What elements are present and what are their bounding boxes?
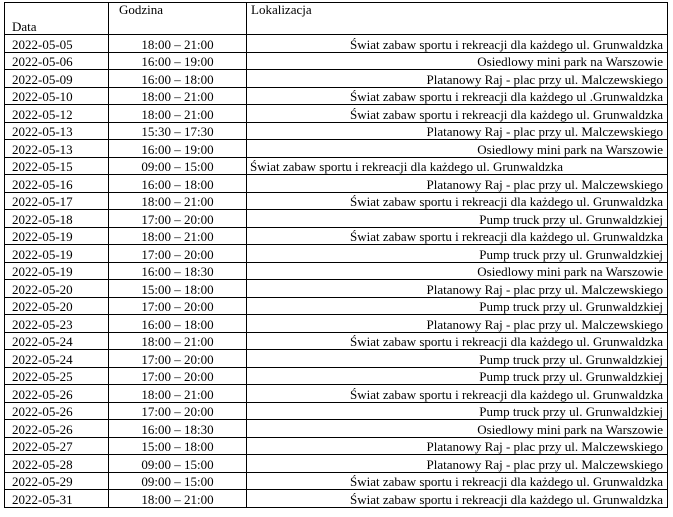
table-row (5, 175, 668, 193)
table-row (5, 332, 668, 350)
cell-time: 16:00 – 18:30 (109, 420, 247, 438)
table-row (5, 52, 668, 70)
cell-location: Świat zabaw sportu i rekreacji dla każdego ul. Grunwaldzka (247, 490, 668, 508)
cell-time: 18:00 – 21:00 (109, 385, 247, 403)
cell-location: Pump truck przy ul. Grunwaldzkiej (247, 402, 668, 420)
cell-date: 2022-05-09 (5, 70, 109, 88)
cell-location: Platanowy Raj - plac przy ul. Malczewskiego (247, 437, 668, 455)
cell-location: Platanowy Raj - plac przy ul. Malczewskiego (247, 455, 668, 473)
table-row (5, 297, 668, 315)
cell-location: Osiedlowy mini park na Warszowie (247, 52, 668, 70)
cell-date: 2022-05-19 (5, 227, 109, 245)
table-header (5, 3, 668, 35)
table-row (5, 245, 668, 263)
table-row (5, 437, 668, 455)
cell-location: Platanowy Raj - plac przy ul. Malczewskiego (247, 70, 668, 88)
cell-location: Świat zabaw sportu i rekreacji dla każdego ul .Grunwaldzka (247, 87, 668, 105)
cell-location: Pump truck przy ul. Grunwaldzkiej (247, 350, 668, 368)
cell-location: Świat zabaw sportu i rekreacji dla każdego ul. Grunwaldzka (247, 35, 668, 53)
table-row (5, 157, 668, 175)
cell-date: 2022-05-19 (5, 262, 109, 280)
cell-location: Pump truck przy ul. Grunwaldzkiej (247, 245, 668, 263)
cell-date: 2022-05-06 (5, 52, 109, 70)
cell-time: 18:00 – 21:00 (109, 227, 247, 245)
cell-location: Pump truck przy ul. Grunwaldzkiej (247, 210, 668, 228)
header-location: Lokalizacja (247, 3, 668, 35)
cell-date: 2022-05-25 (5, 367, 109, 385)
cell-location: Pump truck przy ul. Grunwaldzkiej (247, 297, 668, 315)
cell-location: Platanowy Raj - plac przy ul. Malczewskiego (247, 315, 668, 333)
table-row (5, 402, 668, 420)
table-row (5, 87, 668, 105)
cell-time: 16:00 – 18:00 (109, 315, 247, 333)
table-row (5, 262, 668, 280)
cell-time: 16:00 – 18:00 (109, 175, 247, 193)
cell-date: 2022-05-29 (5, 472, 109, 490)
cell-date: 2022-05-31 (5, 490, 109, 508)
table-row (5, 35, 668, 53)
cell-date: 2022-05-23 (5, 315, 109, 333)
table-row (5, 70, 668, 88)
cell-location: Pump truck przy ul. Grunwaldzkiej (247, 367, 668, 385)
cell-time: 18:00 – 21:00 (109, 35, 247, 53)
cell-date: 2022-05-12 (5, 105, 109, 123)
cell-time: 18:00 – 21:00 (109, 105, 247, 123)
cell-time: 16:00 – 19:00 (109, 140, 247, 158)
cell-time: 18:00 – 21:00 (109, 87, 247, 105)
table-row (5, 455, 668, 473)
header-time: Godzina (109, 3, 247, 35)
cell-location: Osiedlowy mini park na Warszowie (247, 262, 668, 280)
table-row (5, 280, 668, 298)
cell-location: Świat zabaw sportu i rekreacji dla każdego ul. Grunwaldzka (247, 105, 668, 123)
cell-time: 09:00 – 15:00 (109, 472, 247, 490)
cell-time: 09:00 – 15:00 (109, 157, 247, 175)
cell-date: 2022-05-26 (5, 420, 109, 438)
header-date-label: Data (12, 19, 37, 34)
cell-time: 09:00 – 15:00 (109, 455, 247, 473)
table-row (5, 472, 668, 490)
table-row (5, 350, 668, 368)
cell-date: 2022-05-18 (5, 210, 109, 228)
cell-time: 18:00 – 21:00 (109, 192, 247, 210)
cell-time: 15:30 – 17:30 (109, 122, 247, 140)
cell-date: 2022-05-13 (5, 122, 109, 140)
cell-location: Świat zabaw sportu i rekreacji dla każdego ul. Grunwaldzka (247, 332, 668, 350)
table-row (5, 122, 668, 140)
cell-location: Świat zabaw sportu i rekreacji dla każdego ul. Grunwaldzka (247, 157, 668, 175)
cell-date: 2022-05-19 (5, 245, 109, 263)
cell-date: 2022-05-17 (5, 192, 109, 210)
cell-time: 17:00 – 20:00 (109, 297, 247, 315)
cell-location: Świat zabaw sportu i rekreacji dla każdego ul. Grunwaldzka (247, 192, 668, 210)
cell-time: 16:00 – 18:30 (109, 262, 247, 280)
cell-time: 17:00 – 20:00 (109, 402, 247, 420)
cell-date: 2022-05-15 (5, 157, 109, 175)
table-row (5, 105, 668, 123)
table-row (5, 315, 668, 333)
cell-location: Świat zabaw sportu i rekreacji dla każdego ul. Grunwaldzka (247, 227, 668, 245)
cell-time: 16:00 – 19:00 (109, 52, 247, 70)
header-row (5, 3, 668, 35)
cell-location: Świat zabaw sportu i rekreacji dla każdego ul. Grunwaldzka (247, 472, 668, 490)
cell-date: 2022-05-13 (5, 140, 109, 158)
cell-date: 2022-05-20 (5, 297, 109, 315)
cell-location: Osiedlowy mini park na Warszowie (247, 420, 668, 438)
cell-location: Platanowy Raj - plac przy ul. Malczewskiego (247, 175, 668, 193)
cell-date: 2022-05-05 (5, 35, 109, 53)
cell-date: 2022-05-20 (5, 280, 109, 298)
table-row (5, 227, 668, 245)
schedule-table (4, 2, 668, 508)
table-row (5, 490, 668, 508)
cell-time: 17:00 – 20:00 (109, 245, 247, 263)
header-date (5, 3, 109, 35)
table-body (5, 35, 668, 508)
table-row (5, 210, 668, 228)
table-row (5, 367, 668, 385)
cell-time: 17:00 – 20:00 (109, 210, 247, 228)
cell-location: Osiedlowy mini park na Warszowie (247, 140, 668, 158)
cell-time: 18:00 – 21:00 (109, 490, 247, 508)
cell-time: 17:00 – 20:00 (109, 350, 247, 368)
table-row (5, 385, 668, 403)
cell-location: Świat zabaw sportu i rekreacji dla każdego ul. Grunwaldzka (247, 385, 668, 403)
cell-date: 2022-05-28 (5, 455, 109, 473)
cell-date: 2022-05-10 (5, 87, 109, 105)
cell-time: 15:00 – 18:00 (109, 437, 247, 455)
table-row (5, 420, 668, 438)
table-row (5, 140, 668, 158)
cell-date: 2022-05-26 (5, 385, 109, 403)
cell-time: 16:00 – 18:00 (109, 70, 247, 88)
cell-time: 15:00 – 18:00 (109, 280, 247, 298)
table-row (5, 192, 668, 210)
cell-location: Platanowy Raj - plac przy ul. Malczewskiego (247, 122, 668, 140)
cell-time: 17:00 – 20:00 (109, 367, 247, 385)
cell-date: 2022-05-26 (5, 402, 109, 420)
cell-time: 18:00 – 21:00 (109, 332, 247, 350)
cell-date: 2022-05-24 (5, 332, 109, 350)
cell-date: 2022-05-27 (5, 437, 109, 455)
cell-location: Platanowy Raj - plac przy ul. Malczewskiego (247, 280, 668, 298)
cell-date: 2022-05-16 (5, 175, 109, 193)
cell-date: 2022-05-24 (5, 350, 109, 368)
